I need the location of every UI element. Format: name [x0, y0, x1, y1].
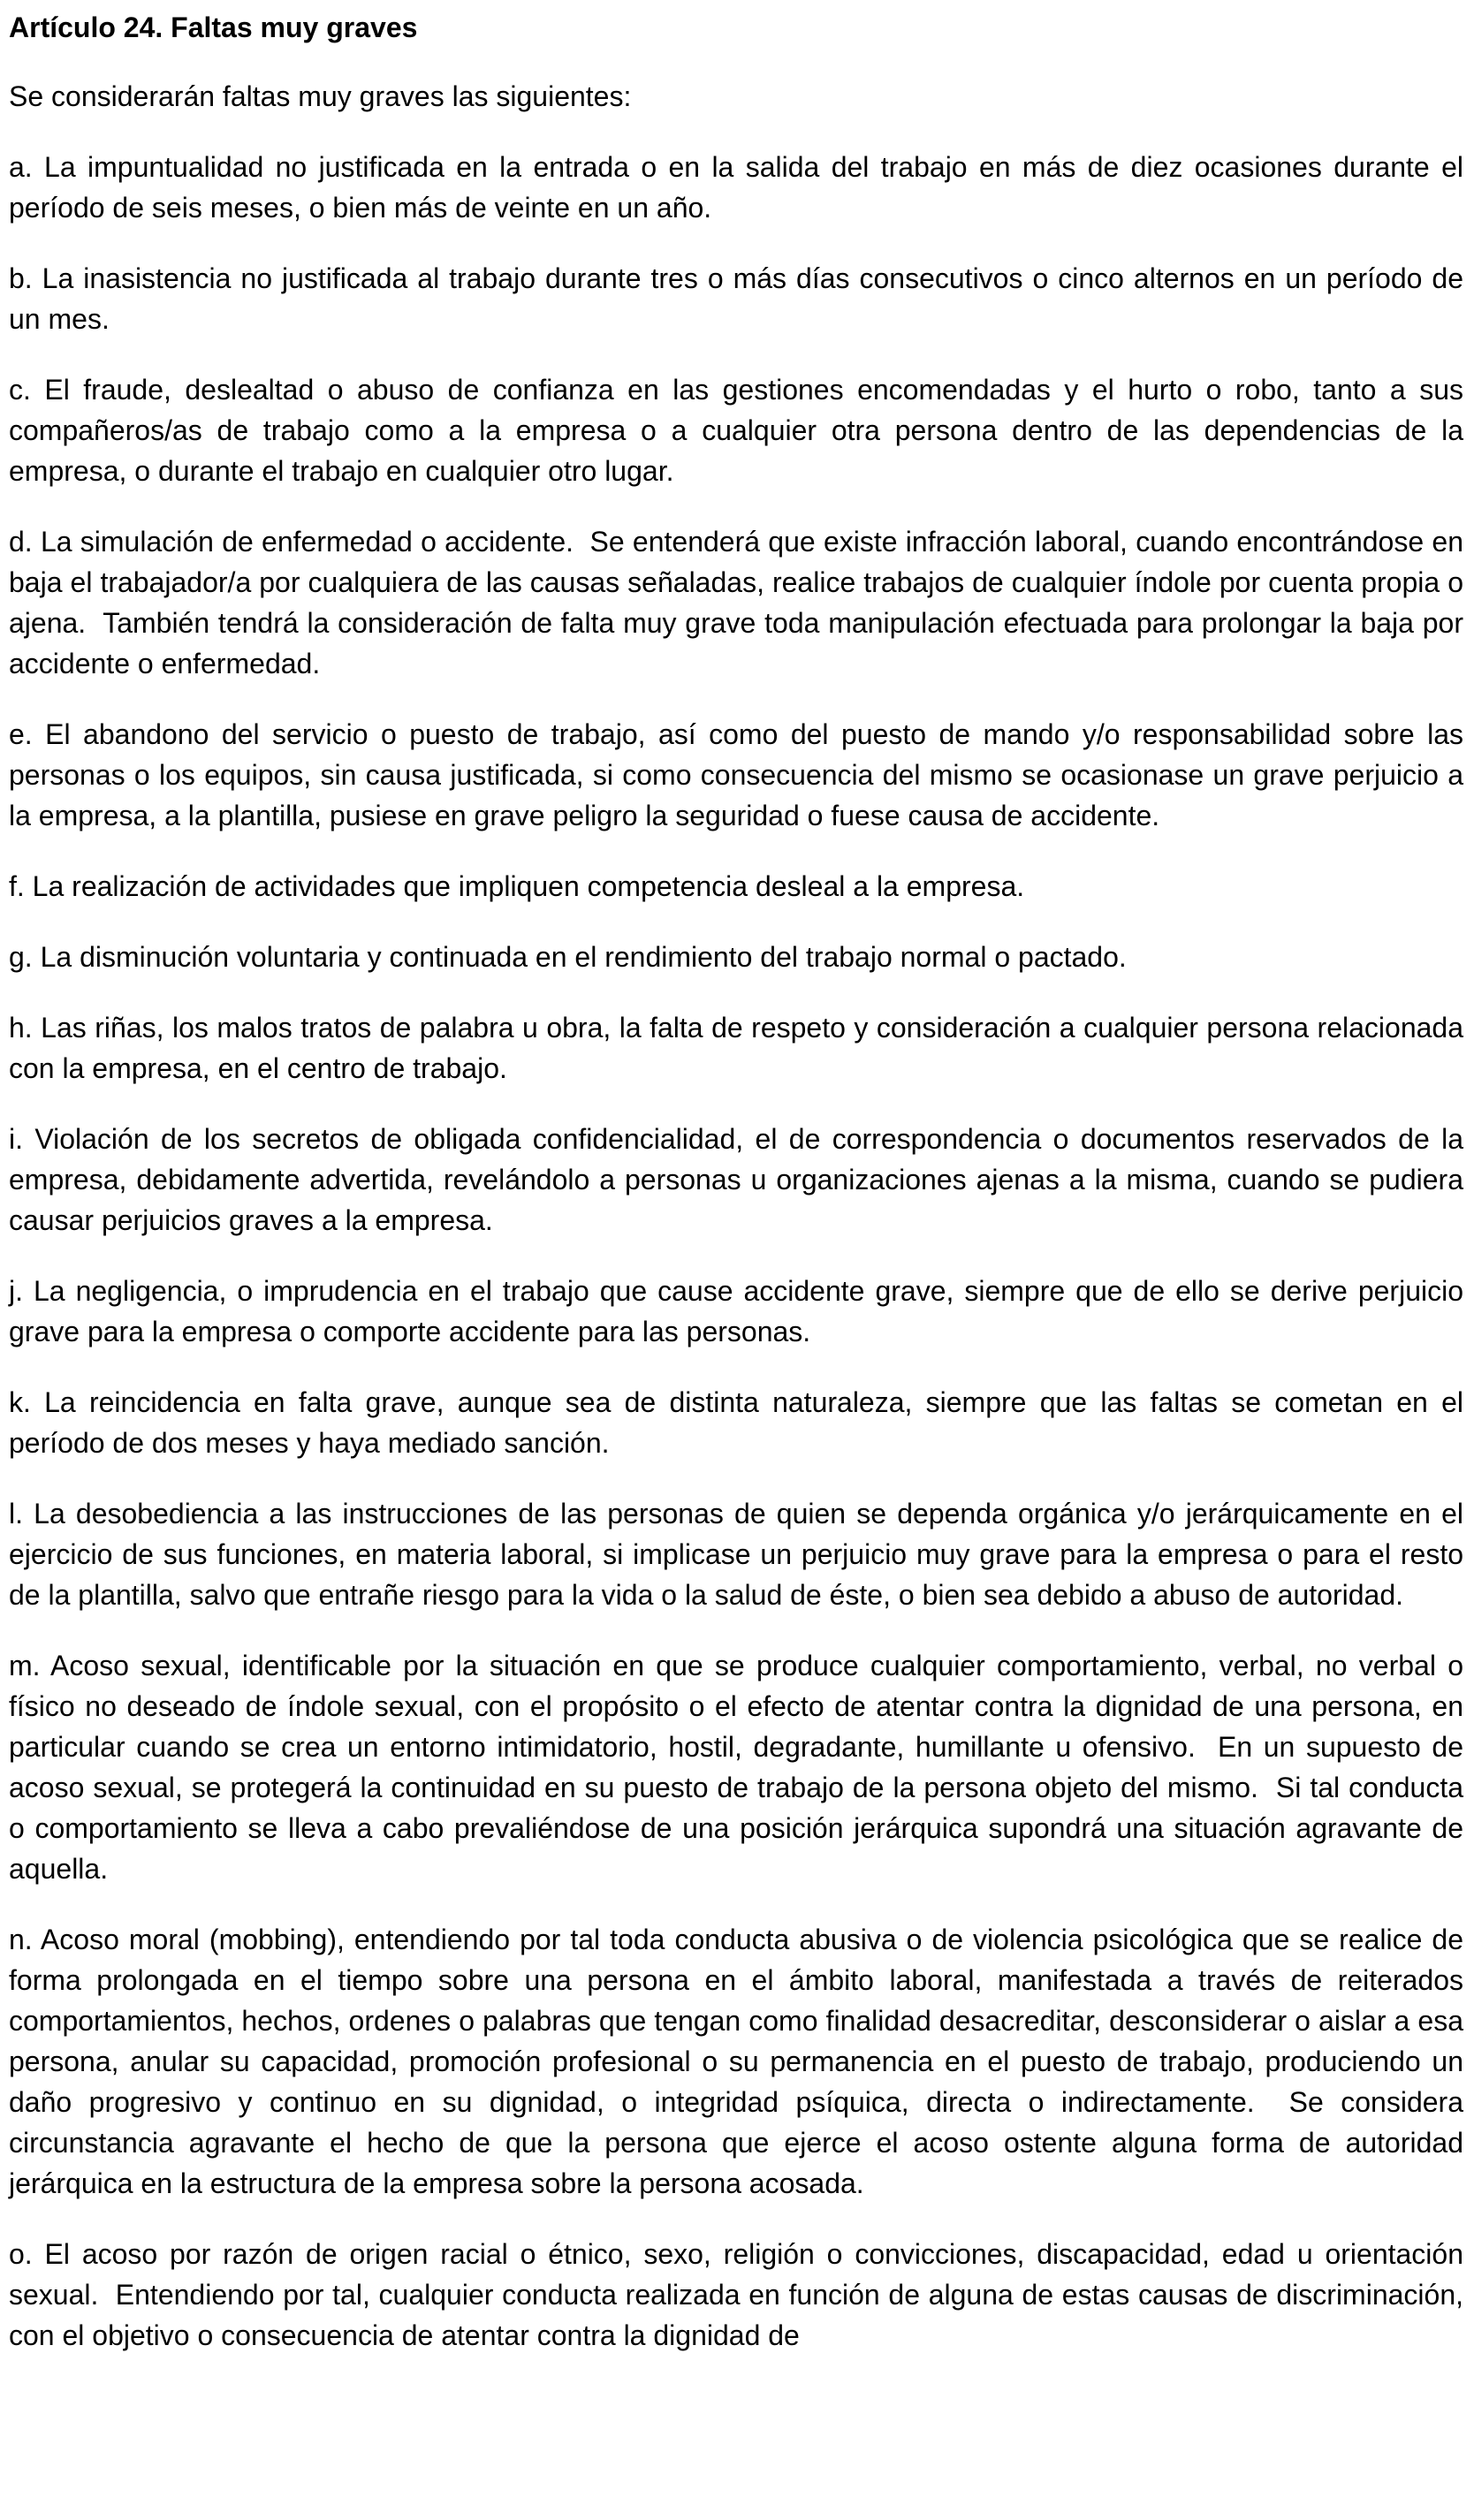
item-paragraph-h: h. Las riñas, los malos tratos de palabra u obra, la falta de respeto y consideración a cualquier persona relacionada con la empresa, en el centro de trabajo. — [9, 1012, 1471, 1084]
item-paragraph-d: d. La simulación de enfermedad o accidente. Se entenderá que existe infracción laboral, cuando encontrándose en baja el trabajador/a por cualquiera de las causas señaladas, realice trabajos de cualquier índole por cuenta propia o ajena. También tendrá la consideración de falta muy grave toda manipulación efectuada para prolongar la baja por accidente o enfermedad. — [9, 526, 1471, 679]
item-paragraph-f: f. La realización de actividades que impliquen competencia desleal a la empresa. — [9, 870, 1025, 902]
item-paragraph-l: l. La desobediencia a las instrucciones de las personas de quien se dependa orgánica y/o jerárquicamente en el ejercicio de sus funciones, en materia laboral, si implicase un perjuicio muy grave para la empresa o para el resto de la plantilla, salvo que entrañe riesgo para la vida o la salud de éste, o bien sea debido a abuso de autoridad. — [9, 1498, 1471, 1611]
item-paragraph-n: n. Acoso moral (mobbing), entendiendo por tal toda conducta abusiva o de violencia psicológica que se realice de forma prolongada en el tiempo sobre una persona en el ámbito laboral, manifestada a través de reiterados comportamientos, hechos, ordenes o palabras que tengan como finalidad desacreditar, desconsiderar o aislar a esa persona, anular su capacidad, promoción profesional o su permanencia en el puesto de trabajo, produciendo un daño progresivo y continuo en su dignidad, o integridad psíquica, directa o indirectamente. Se considera circunstancia agravante el hecho de que la persona que ejerce el acoso ostente alguna forma de autoridad jerárquica en la estructura de la empresa sobre la persona acosada. — [9, 1924, 1471, 2199]
intro-paragraph: Se considerarán faltas muy graves las siguientes: — [9, 80, 632, 112]
item-paragraph-k: k. La reincidencia en falta grave, aunque sea de distinta naturaleza, siempre que las faltas se cometan en el período de dos meses y haya mediado sanción. — [9, 1386, 1471, 1459]
item-paragraph-m: m. Acoso sexual, identificable por la situación en que se produce cualquier comportamiento, verbal, no verbal o físico no deseado de índole sexual, con el propósito o el efecto de atentar contra la dignidad de una persona, en particular cuando se crea un entorno intimidatorio, hostil, degradante, humillante u ofensivo. En un supuesto de acoso sexual, se protegerá la continuidad en su puesto de trabajo de la persona objeto del mismo. Si tal conducta o comportamiento se lleva a cabo prevaliéndose de una posición jerárquica supondrá una situación agravante de aquella. — [9, 1650, 1471, 1885]
item-paragraph-b: b. La inasistencia no justificada al trabajo durante tres o más días consecutivos o cinco alternos en un período de un mes. — [9, 262, 1471, 335]
article-title: Artículo 24. Faltas muy graves — [9, 11, 418, 43]
item-paragraph-o: o. El acoso por razón de origen racial o étnico, sexo, religión o convicciones, discapacidad, edad u orientación sexual. Entendiendo por tal, cualquier conducta realizada en función de alguna de estas causas de discriminación, con el objetivo o consecuencia de atentar contra la dignidad de — [9, 2238, 1471, 2351]
item-paragraph-g: g. La disminución voluntaria y continuada en el rendimiento del trabajo normal o pactado. — [9, 941, 1127, 973]
item-paragraph-c: c. El fraude, deslealtad o abuso de confianza en las gestiones encomendadas y el hurto o robo, tanto a sus compañeros/as de trabajo como a la empresa o a cualquier otra persona dentro de las dependencias de la empresa, o durante el trabajo en cualquier otro lugar. — [9, 374, 1471, 487]
item-paragraph-i: i. Violación de los secretos de obligada confidencialidad, el de correspondencia o documentos reservados de la empresa, debidamente advertida, revelándolo a personas u organizaciones ajenas a la misma, cuando se pudiera causar perjuicios graves a la empresa. — [9, 1123, 1471, 1236]
item-paragraph-e: e. El abandono del servicio o puesto de trabajo, así como del puesto de mando y/o responsabilidad sobre las personas o los equipos, sin causa justificada, si como consecuencia del mismo se ocasionase un grave perjuicio a la empresa, a la plantilla, pusiese en grave peligro la seguridad o fuese causa de accidente. — [9, 718, 1471, 831]
item-paragraph-a: a. La impuntualidad no justificada en la entrada o en la salida del trabajo en más de diez ocasiones durante el período de seis meses, o bien más de veinte en un año. — [9, 151, 1471, 224]
item-paragraph-j: j. La negligencia, o imprudencia en el trabajo que cause accidente grave, siempre que de ello se derive perjuicio grave para la empresa o comporte accidente para las personas. — [9, 1275, 1471, 1347]
